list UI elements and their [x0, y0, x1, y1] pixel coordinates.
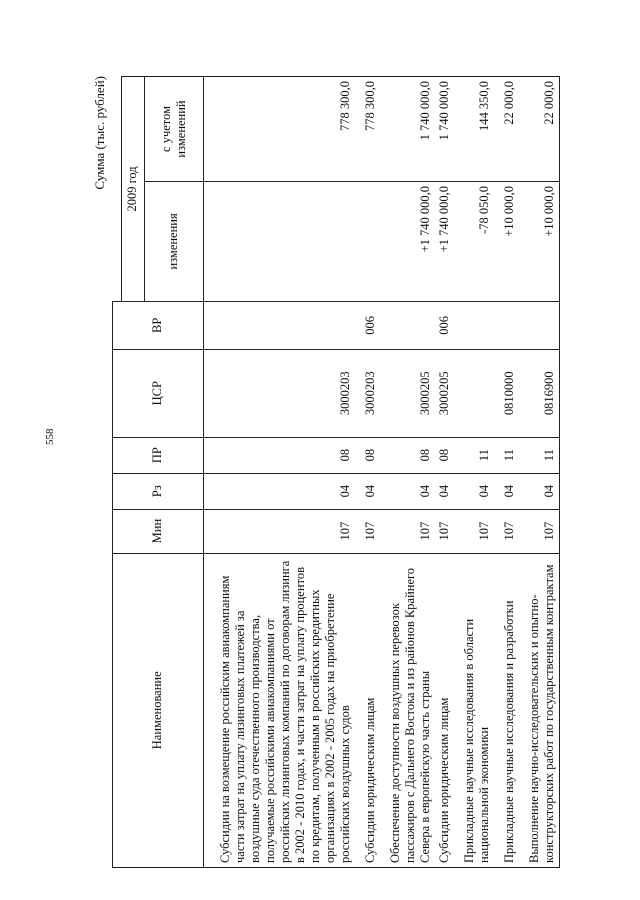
row-vr: [519, 301, 560, 349]
header-csr: ЦСР: [113, 349, 204, 437]
row-csr: 3000205: [435, 349, 454, 437]
table-row: [494, 77, 519, 868]
table-row: [355, 77, 380, 868]
row-with-changes: 22 000,0: [519, 77, 560, 182]
row-rz: 04: [216, 473, 355, 509]
header-min: Мин: [113, 509, 204, 553]
row-min: 107: [494, 509, 519, 553]
row-csr: [454, 349, 494, 437]
row-rz: 04: [494, 473, 519, 509]
row-pr: 08: [435, 437, 454, 473]
row-rz: 04: [454, 473, 494, 509]
row-with-changes: 1 740 000,0: [435, 77, 454, 182]
row-name: Субсидии юридическим лицам: [435, 553, 454, 867]
row-vr: [216, 301, 355, 349]
row-vr: [380, 301, 435, 349]
row-changes: [216, 181, 355, 301]
row-vr: [494, 301, 519, 349]
row-vr: [454, 301, 494, 349]
row-csr: 3000203: [355, 349, 380, 437]
row-min: 107: [380, 509, 435, 553]
rotated-page-content: [92, 68, 562, 868]
row-min: 107: [454, 509, 494, 553]
row-csr: 0810000: [494, 349, 519, 437]
row-rz: 04: [380, 473, 435, 509]
row-with-changes: 144 350,0: [454, 77, 494, 182]
row-vr: 006: [435, 301, 454, 349]
row-changes: [355, 181, 380, 301]
row-pr: 11: [454, 437, 494, 473]
row-name: Выполнение научно-исследовательских и опытно-конструкторских работ по государственным контрактам: [519, 553, 560, 867]
header-name: Наименование: [113, 553, 204, 867]
row-name: Обеспечение доступности воздушных перевозок пассажиров с Дальнего Востока и из районов Крайнего Севера в европейскую часть страны: [380, 553, 435, 867]
header-rz: Рз: [113, 473, 204, 509]
row-min: 107: [355, 509, 380, 553]
header-amount-caption-cell: [113, 77, 122, 302]
row-min: 107: [435, 509, 454, 553]
row-name: Субсидии на возмещение российским авиакомпаниям части затрат на уплату лизинговых платежей за воздушные суда отечественного производства, получаемые российскими авиакомпаниями от российских лизинговых компаний по договорам лизинга в 2002 - 2010 годах, и части затрат на уплату процентов по кредитам, полученным в российских кредитных организациях в 2002 - 2005 годах на приобретение российских воздушных судов: [216, 553, 355, 867]
page-number: 558: [44, 428, 56, 445]
row-rz: 04: [435, 473, 454, 509]
row-rz: 04: [355, 473, 380, 509]
header-with-changes: с учетом изменений: [144, 77, 203, 182]
row-changes: +1 740 000,0: [380, 181, 435, 301]
table-row: [216, 77, 355, 868]
row-csr: 3000205: [380, 349, 435, 437]
row-changes: +10 000,0: [519, 181, 560, 301]
row-changes: -78 050,0: [454, 181, 494, 301]
row-vr: 006: [355, 301, 380, 349]
row-name: Прикладные научные исследования и разработки: [494, 553, 519, 867]
table-row: [454, 77, 494, 868]
row-pr: 08: [380, 437, 435, 473]
table-row: [519, 77, 560, 868]
row-with-changes: 778 300,0: [355, 77, 380, 182]
row-pr: 08: [216, 437, 355, 473]
row-csr: 0816900: [519, 349, 560, 437]
budget-table: [112, 76, 560, 868]
row-pr: 11: [494, 437, 519, 473]
table-row: [380, 77, 435, 868]
row-name: Прикладные научные исследования в области национальной экономики: [454, 553, 494, 867]
row-pr: 11: [519, 437, 560, 473]
row-rz: 04: [519, 473, 560, 509]
header-changes: изменения: [144, 181, 203, 301]
row-min: 107: [519, 509, 560, 553]
row-with-changes: 1 740 000,0: [380, 77, 435, 182]
row-min: 107: [216, 509, 355, 553]
header-row-1: [113, 77, 122, 868]
unit-caption: Сумма (тыс. рублей): [92, 76, 107, 190]
row-pr: 08: [355, 437, 380, 473]
header-year: 2009 год: [121, 77, 144, 302]
row-with-changes: 22 000,0: [494, 77, 519, 182]
row-changes: +10 000,0: [494, 181, 519, 301]
table-row: [435, 77, 454, 868]
row-changes: +1 740 000,0: [435, 181, 454, 301]
header-vr: ВР: [113, 301, 204, 349]
row-name: Субсидии юридическим лицам: [355, 553, 380, 867]
spacer-row: [203, 77, 216, 868]
row-with-changes: 778 300,0: [216, 77, 355, 182]
row-csr: 3000203: [216, 349, 355, 437]
header-pr: ПР: [113, 437, 204, 473]
